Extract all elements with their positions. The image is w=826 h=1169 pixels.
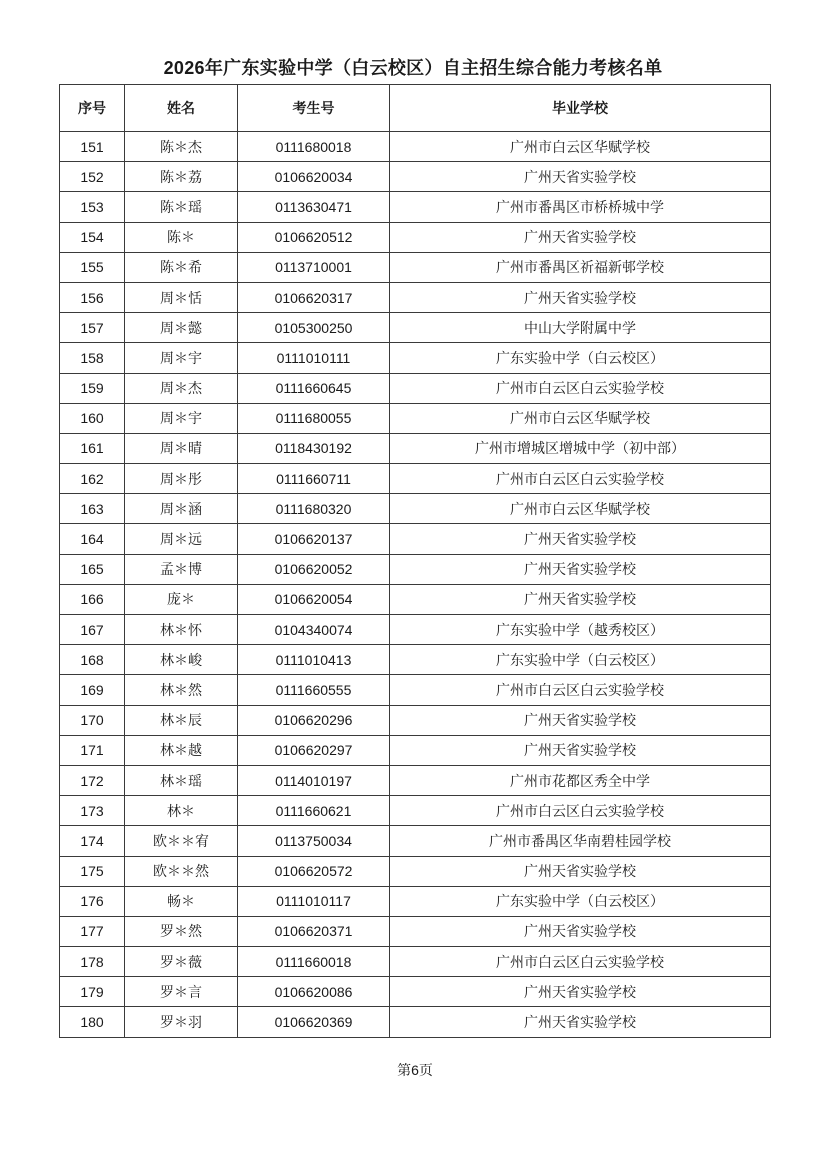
cell-name: 周＊恬 [125,282,238,312]
cell-serial-number: 153 [60,192,125,222]
table-header [60,85,771,132]
table-row [60,1007,771,1037]
cell-name: 周＊宇 [125,343,238,373]
cell-serial-number: 168 [60,645,125,675]
cell-candidate-number: 0106620369 [238,1007,390,1037]
candidate-table [59,84,771,1038]
table-row [60,765,771,795]
cell-serial-number: 164 [60,524,125,554]
cell-graduation-school: 广州天省实验学校 [390,222,771,252]
table-row [60,554,771,584]
cell-name: 周＊杰 [125,373,238,403]
cell-name: 罗＊羽 [125,1007,238,1037]
cell-serial-number: 167 [60,615,125,645]
cell-graduation-school: 广州天省实验学校 [390,705,771,735]
cell-name: 林＊然 [125,675,238,705]
cell-candidate-number: 0104340074 [238,615,390,645]
header-serial-number: 序号 [60,85,125,132]
cell-serial-number: 170 [60,705,125,735]
cell-candidate-number: 0111660555 [238,675,390,705]
cell-graduation-school: 广州天省实验学校 [390,856,771,886]
cell-serial-number: 176 [60,886,125,916]
cell-graduation-school: 广州市花都区秀全中学 [390,765,771,795]
table-row [60,494,771,524]
cell-serial-number: 158 [60,343,125,373]
cell-candidate-number: 0106620054 [238,584,390,614]
table-row [60,977,771,1007]
cell-serial-number: 159 [60,373,125,403]
cell-name: 孟＊博 [125,554,238,584]
cell-name: 周＊宇 [125,403,238,433]
cell-name: 周＊晴 [125,433,238,463]
cell-candidate-number: 0106620297 [238,735,390,765]
table-row [60,222,771,252]
cell-name: 欧＊＊宥 [125,826,238,856]
page-number: 第6页 [397,1062,433,1078]
cell-candidate-number: 0106620317 [238,282,390,312]
cell-graduation-school: 广州市白云区白云实验学校 [390,675,771,705]
cell-serial-number: 178 [60,947,125,977]
cell-graduation-school: 广州市白云区白云实验学校 [390,947,771,977]
cell-graduation-school: 广州市番禺区华南碧桂园学校 [390,826,771,856]
cell-serial-number: 175 [60,856,125,886]
cell-serial-number: 155 [60,252,125,282]
cell-name: 罗＊然 [125,916,238,946]
table-row [60,403,771,433]
cell-serial-number: 173 [60,796,125,826]
table-row [60,645,771,675]
table-row [60,252,771,282]
cell-name: 周＊彤 [125,464,238,494]
cell-candidate-number: 0111680320 [238,494,390,524]
table-row [60,343,771,373]
table-row [60,615,771,645]
cell-name: 陈＊荔 [125,162,238,192]
cell-name: 林＊瑶 [125,765,238,795]
cell-candidate-number: 0106620512 [238,222,390,252]
cell-candidate-number: 0111010413 [238,645,390,675]
table-row [60,433,771,463]
cell-graduation-school: 广州市白云区白云实验学校 [390,464,771,494]
document-title: 2026年广东实验中学（白云校区）自主招生综合能力考核名单 [163,58,663,78]
cell-name: 陈＊杰 [125,132,238,162]
cell-candidate-number: 0106620137 [238,524,390,554]
cell-candidate-number: 0106620086 [238,977,390,1007]
table-row [60,282,771,312]
table-row [60,886,771,916]
cell-serial-number: 157 [60,313,125,343]
cell-graduation-school: 广州天省实验学校 [390,282,771,312]
cell-name: 林＊怀 [125,615,238,645]
cell-serial-number: 162 [60,464,125,494]
cell-graduation-school: 广州市增城区增城中学（初中部） [390,433,771,463]
cell-name: 林＊辰 [125,705,238,735]
cell-graduation-school: 广州市白云区华赋学校 [390,494,771,524]
cell-name: 周＊懿 [125,313,238,343]
cell-serial-number: 156 [60,282,125,312]
cell-candidate-number: 0106620371 [238,916,390,946]
cell-serial-number: 166 [60,584,125,614]
cell-serial-number: 154 [60,222,125,252]
cell-name: 林＊ [125,796,238,826]
header-name: 姓名 [125,85,238,132]
table-row [60,192,771,222]
cell-graduation-school: 广州天省实验学校 [390,735,771,765]
cell-name: 陈＊ [125,222,238,252]
table-row [60,464,771,494]
cell-name: 陈＊瑶 [125,192,238,222]
cell-candidate-number: 0111010111 [238,343,390,373]
cell-graduation-school: 广州市白云区华赋学校 [390,132,771,162]
cell-graduation-school: 广州市番禺区祈福新邨学校 [390,252,771,282]
cell-serial-number: 179 [60,977,125,1007]
table-row [60,313,771,343]
table-row [60,735,771,765]
table-row [60,132,771,162]
cell-name: 周＊涵 [125,494,238,524]
cell-name: 陈＊希 [125,252,238,282]
cell-graduation-school: 广州市白云区白云实验学校 [390,796,771,826]
cell-name: 林＊越 [125,735,238,765]
cell-candidate-number: 0113630471 [238,192,390,222]
cell-name: 畅＊ [125,886,238,916]
cell-graduation-school: 广州天省实验学校 [390,554,771,584]
table-row [60,947,771,977]
cell-graduation-school: 广州天省实验学校 [390,1007,771,1037]
cell-serial-number: 151 [60,132,125,162]
cell-serial-number: 177 [60,916,125,946]
cell-candidate-number: 0113710001 [238,252,390,282]
cell-serial-number: 171 [60,735,125,765]
cell-candidate-number: 0106620052 [238,554,390,584]
cell-candidate-number: 0113750034 [238,826,390,856]
cell-candidate-number: 0111680018 [238,132,390,162]
cell-candidate-number: 0111660711 [238,464,390,494]
table-row [60,796,771,826]
cell-candidate-number: 0106620034 [238,162,390,192]
header-graduation-school: 毕业学校 [390,85,771,132]
cell-candidate-number: 0111660018 [238,947,390,977]
cell-serial-number: 174 [60,826,125,856]
table-row [60,916,771,946]
cell-graduation-school: 广州天省实验学校 [390,162,771,192]
cell-name: 罗＊薇 [125,947,238,977]
table-row [60,373,771,403]
cell-graduation-school: 广州市番禺区市桥桥城中学 [390,192,771,222]
table-row [60,162,771,192]
cell-graduation-school: 广州市白云区华赋学校 [390,403,771,433]
table-row [60,584,771,614]
cell-graduation-school: 广州市白云区白云实验学校 [390,373,771,403]
cell-graduation-school: 广州天省实验学校 [390,916,771,946]
cell-name: 罗＊言 [125,977,238,1007]
cell-candidate-number: 0106620296 [238,705,390,735]
cell-candidate-number: 0106620572 [238,856,390,886]
cell-graduation-school: 广东实验中学（越秀校区） [390,615,771,645]
cell-graduation-school: 中山大学附属中学 [390,313,771,343]
table-row [60,524,771,554]
table-row [60,705,771,735]
cell-name: 欧＊＊然 [125,856,238,886]
cell-candidate-number: 0111010117 [238,886,390,916]
cell-name: 周＊远 [125,524,238,554]
cell-name: 庞＊ [125,584,238,614]
cell-candidate-number: 0111660645 [238,373,390,403]
cell-serial-number: 180 [60,1007,125,1037]
cell-candidate-number: 0114010197 [238,765,390,795]
table-row [60,675,771,705]
cell-graduation-school: 广东实验中学（白云校区） [390,645,771,675]
cell-candidate-number: 0118430192 [238,433,390,463]
cell-serial-number: 161 [60,433,125,463]
cell-serial-number: 172 [60,765,125,795]
cell-graduation-school: 广东实验中学（白云校区） [390,343,771,373]
cell-graduation-school: 广州天省实验学校 [390,584,771,614]
table-row [60,826,771,856]
table-body [60,132,771,1038]
cell-serial-number: 169 [60,675,125,705]
cell-graduation-school: 广东实验中学（白云校区） [390,886,771,916]
cell-candidate-number: 0111680055 [238,403,390,433]
cell-graduation-school: 广州天省实验学校 [390,977,771,1007]
header-candidate-number: 考生号 [238,85,390,132]
cell-serial-number: 152 [60,162,125,192]
header-row [60,85,771,132]
cell-candidate-number: 0111660621 [238,796,390,826]
table-row [60,856,771,886]
cell-serial-number: 160 [60,403,125,433]
cell-candidate-number: 0105300250 [238,313,390,343]
cell-serial-number: 165 [60,554,125,584]
cell-graduation-school: 广州天省实验学校 [390,524,771,554]
cell-serial-number: 163 [60,494,125,524]
cell-name: 林＊峻 [125,645,238,675]
